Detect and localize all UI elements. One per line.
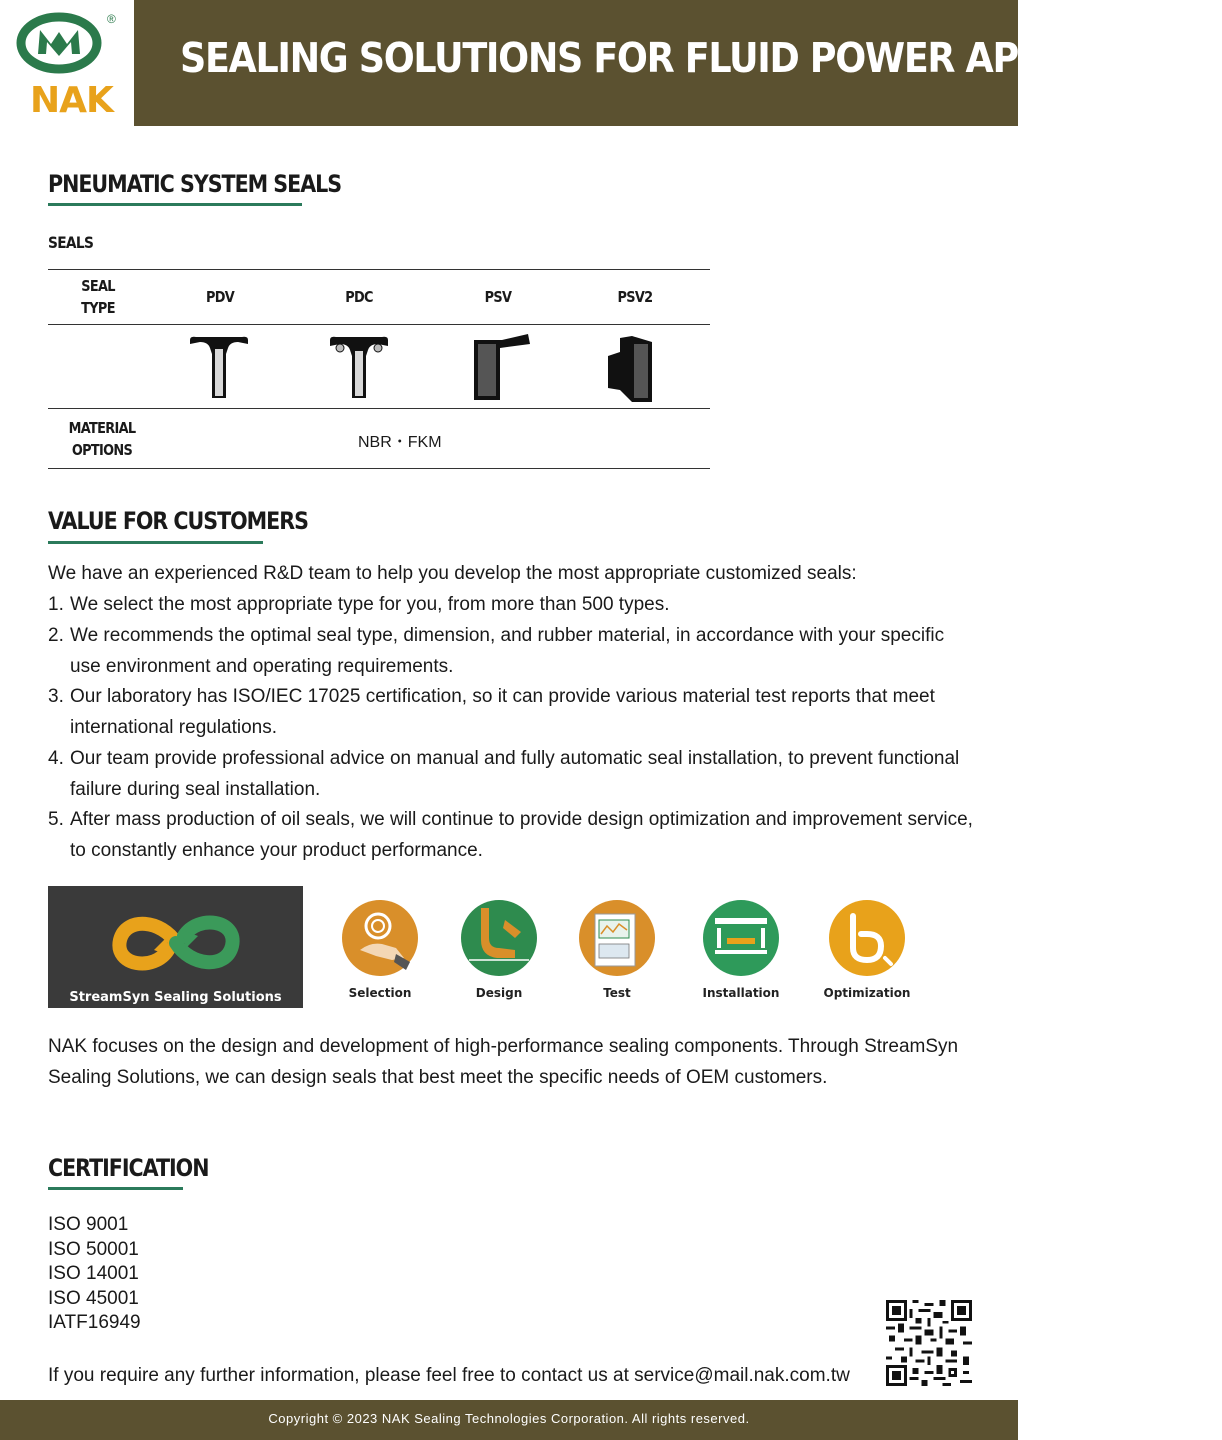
test-report-icon (577, 898, 657, 978)
pneumatic-heading-underline (48, 203, 302, 206)
copyright-text: Copyright © 2023 NAK Sealing Technologies Corporation. All rights reserved. (268, 1411, 750, 1426)
pdc-seal-profile-icon (328, 334, 390, 400)
material-options-value: NBR・FKM (358, 434, 442, 451)
certification-item: ISO 9001 (48, 1214, 129, 1235)
certification-item: IATF16949 (48, 1312, 141, 1334)
pneumatic-heading: PNEUMATIC SYSTEM SEALS (48, 170, 342, 198)
streamsyn-banner-label: StreamSyn Sealing Solutions (69, 990, 282, 1005)
certification-list (48, 1213, 141, 1336)
logo-wordmark: NAK (30, 80, 113, 121)
step-test: Test (562, 898, 672, 1000)
streamsyn-banner (48, 886, 303, 1008)
table-row-divider (48, 324, 710, 325)
page-footer (0, 1400, 1018, 1440)
certification-item: ISO 45001 (48, 1287, 139, 1309)
pdv-seal-profile-icon (188, 334, 250, 400)
table-row-divider (48, 408, 710, 409)
value-intro: We have an experienced R&D team to help you develop the most appropriate customized seals: (48, 563, 857, 584)
certification-item: ISO 14001 (48, 1263, 139, 1285)
psv-seal-profile-icon (472, 332, 532, 400)
certification-heading: CERTIFICATION (48, 1154, 209, 1182)
registered-mark: ® (107, 12, 116, 26)
column-header-pdc: PDC (345, 288, 373, 306)
list-item: 3. Our laboratory has ISO/IEC 17025 certification, so it can provide various material test reports that meet international regulations. (48, 686, 935, 738)
list-item: 2. We recommends the optimal seal type, dimension, and rubber material, in accordance with your specific use environment and operating requirements. (48, 625, 945, 677)
seal-installation-icon (701, 898, 781, 978)
step-selection: Selection (325, 898, 435, 1000)
table-bottom-border (48, 468, 710, 469)
optimization-icon (827, 898, 907, 978)
column-header-psv2: PSV2 (617, 288, 653, 306)
nak-logo (0, 0, 134, 126)
list-item: 1. We select the most appropriate type for you, from more than 500 types. (48, 594, 670, 615)
step-optimization: Optimization (812, 898, 922, 1000)
step-installation: Installation (686, 898, 796, 1000)
infinity-loop-icon (110, 906, 242, 980)
column-header-psv: PSV (484, 288, 512, 306)
row-label-seal-type: SEAL TYPE (81, 277, 115, 317)
page-header (0, 0, 1222, 126)
seals-subheading: SEALS (48, 233, 94, 252)
qr-code-icon[interactable] (886, 1300, 972, 1386)
value-heading: VALUE FOR CUSTOMERS (48, 507, 308, 535)
column-header-pdv: PDV (205, 288, 235, 306)
list-item: 4. Our team provide professional advice on manual and fully automatic seal installation, to prevent functional failure during seal installation. (48, 748, 960, 800)
streamsyn-description: NAK focuses on the design and development of high-performance sealing components. Through StreamSyn Sealing Solutions, we can design seals that best meet the specific needs of OEM customers. (48, 1036, 959, 1088)
certification-item: ISO 50001 (48, 1238, 139, 1260)
certification-heading-underline (48, 1187, 183, 1190)
value-heading-underline (48, 541, 263, 544)
seal-design-drawing-icon (459, 898, 539, 978)
hand-with-seal-icon (340, 898, 420, 978)
page-title: SEALING SOLUTIONS FOR FLUID POWER APPLICATION (180, 34, 1222, 82)
row-label-material-options: MATERIAL OPTIONS (68, 419, 136, 459)
table-top-border (48, 269, 710, 270)
nak-emblem-icon (16, 10, 106, 76)
psv2-seal-profile-icon (604, 334, 654, 404)
contact-text: If you require any further information, please feel free to contact us at service@mail.nak.com.tw (48, 1365, 850, 1386)
list-item: 5. After mass production of oil seals, we will continue to provide design optimization and improvement service, to constantly enhance your product performance. (48, 809, 973, 861)
step-design: Design (444, 898, 554, 1000)
